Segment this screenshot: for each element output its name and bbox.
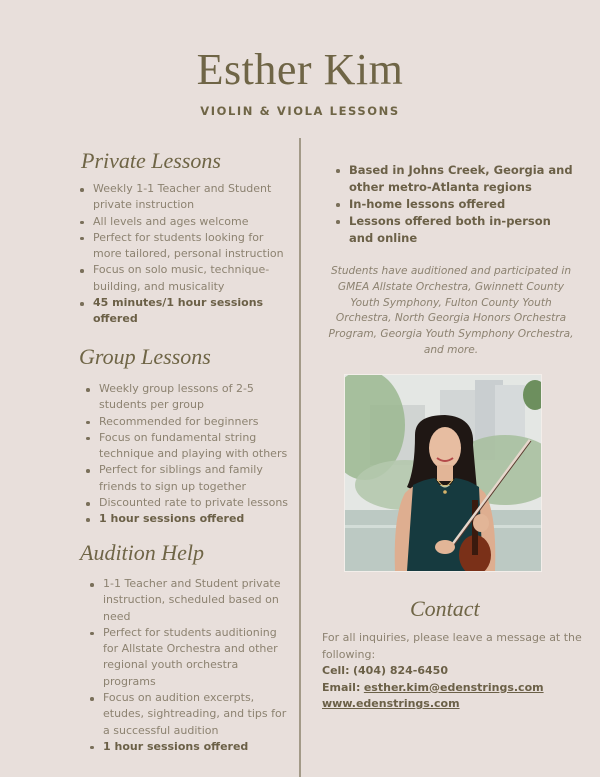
email-label: Email: — [322, 680, 361, 694]
contact-email — [322, 680, 582, 697]
portrait-illustration — [345, 375, 541, 571]
list-item: Lessons offered both in-person and online — [335, 213, 575, 247]
private-lessons-list — [79, 181, 294, 328]
list-item: Perfect for siblings and family friends to sign up together — [85, 462, 295, 495]
list-item: Weekly 1-1 Teacher and Student private instruction — [79, 181, 294, 214]
email-link[interactable]: esther.kim@edenstrings.com — [363, 680, 544, 694]
list-item: Perfect for students auditioning for Allstate Orchestra and other regional youth orchestra programs — [89, 625, 289, 690]
contact-cell — [322, 663, 582, 680]
list-item: Focus on fundamental string technique and playing with others — [85, 430, 295, 463]
list-item: 1 hour sessions offered — [89, 739, 289, 755]
list-item: Based in Johns Creek, Georgia and other metro-Atlanta regions — [335, 162, 575, 196]
location-list — [335, 162, 575, 247]
list-item: Perfect for students looking for more tailored, personal instruction — [79, 230, 294, 263]
contact-details — [322, 630, 582, 713]
list-item: Focus on solo music, technique-building, and musicality — [79, 262, 294, 295]
contact-heading: Contact — [410, 596, 480, 621]
list-item: In-home lessons offered — [335, 196, 575, 213]
group-lessons-list — [85, 381, 295, 528]
list-item: Discounted rate to private lessons — [85, 495, 295, 511]
audition-help-list — [89, 576, 289, 755]
list-item: 45 minutes/1 hour sessions offered — [79, 295, 294, 328]
column-divider — [299, 138, 301, 777]
audition-help-heading: Audition Help — [80, 540, 205, 565]
cell-number[interactable]: (404) 824-6450 — [352, 664, 448, 677]
cell-label: Cell: — [322, 664, 350, 677]
list-item: Focus on audition excerpts, etudes, sightreading, and tips for a successful audition — [89, 690, 289, 739]
list-item: 1-1 Teacher and Student private instruction, scheduled based on need — [89, 576, 289, 625]
list-item: Recommended for beginners — [85, 414, 295, 430]
portrait-photo — [344, 374, 542, 572]
list-item: 1 hour sessions offered — [85, 511, 295, 527]
group-lessons-heading: Group Lessons — [79, 344, 211, 369]
page-title: Esther Kim — [196, 45, 404, 94]
page-subtitle: VIOLIN & VIOLA LESSONS — [200, 104, 400, 118]
list-item: All levels and ages welcome — [79, 214, 294, 230]
contact-website — [322, 696, 582, 713]
contact-intro: For all inquiries, please leave a message at the following: — [322, 631, 582, 661]
list-item: Weekly group lessons of 2-5 students per group — [85, 381, 295, 414]
achievements-text: Students have auditioned and participated in GMEA Allstate Orchestra, Gwinnett County Youth Symphony, Fulton County Youth Orchestra, North Georgia Honors Orchestra Program, Georgia Youth Symphony Orchestra, and more. — [328, 265, 574, 356]
private-lessons-heading: Private Lessons — [81, 148, 221, 173]
website-link[interactable]: www.edenstrings.com — [322, 697, 460, 710]
